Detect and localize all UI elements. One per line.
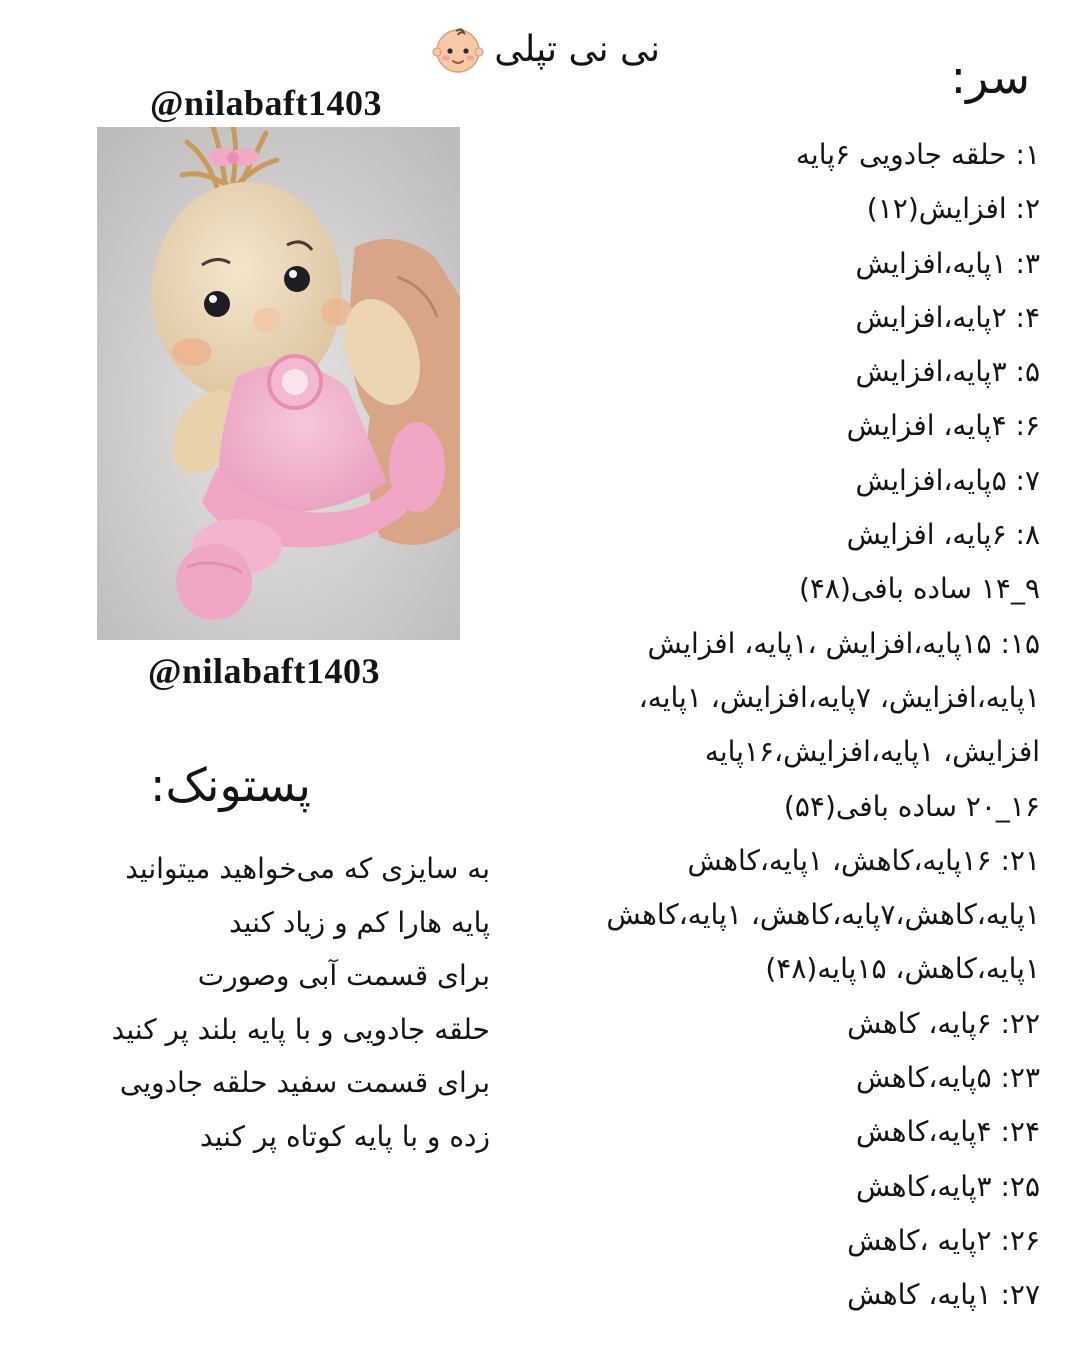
step-line: ۲۳: ۵پایه،کاهش — [856, 1061, 1040, 1095]
step-line: ۱: حلقه جادویی ۶پایه — [795, 138, 1040, 171]
step-line: ۱۵: ۱۵پایه،افزایش ،۱پایه، افزایش — [647, 626, 1040, 660]
baby-face-icon — [432, 23, 484, 75]
step-line: ۹_۱۴ ساده بافی(۴۸) — [798, 572, 1040, 606]
step-line: ۸: ۶پایه، افزایش — [846, 518, 1040, 552]
step-line: ۲: افزایش(۱۲) — [866, 192, 1040, 226]
head-section-heading: سر: — [950, 50, 1030, 104]
note-line: حلقه جادویی و با پایه بلند پر کنید — [111, 1012, 490, 1046]
pacifier-section-heading: پستونک: — [150, 758, 311, 812]
note-line: پایه هارا کم و زیاد کنید — [229, 905, 490, 939]
step-line: ۲۴: ۴پایه،کاهش — [856, 1115, 1040, 1149]
page-title-text: نی نی تپلی — [494, 28, 660, 70]
step-line: ۲۱: ۱۶پایه،کاهش، ۱پایه،کاهش — [687, 843, 1040, 877]
page-title — [430, 18, 660, 80]
watermark-handle-top: @nilabaft1403 — [150, 83, 383, 123]
step-line: ۲۵: ۳پایه،کاهش — [856, 1169, 1040, 1203]
note-line: زده و با پایه کوتاه پر کنید — [200, 1119, 490, 1153]
step-line: ۱پایه،افزایش، ۷پایه،افزایش، ۱پایه، — [638, 680, 1040, 714]
step-line: ۱پایه،کاهش،۷پایه،کاهش، ۱پایه،کاهش — [606, 898, 1040, 932]
step-line: افزایش، ۱پایه،افزایش،۱۶پایه — [704, 735, 1040, 769]
watermark-handle-bottom: @nilabaft1403 — [148, 651, 381, 691]
doll-photo — [97, 127, 460, 640]
pacifier-notes-list — [80, 842, 490, 1163]
step-line: ۲۷: ۱پایه، کاهش — [847, 1278, 1040, 1312]
step-line: ۳: ۱پایه،افزایش — [855, 246, 1040, 280]
note-line: برای قسمت آبی وصورت — [197, 959, 490, 992]
step-line: ۶: ۴پایه، افزایش — [846, 409, 1040, 443]
step-line: ۲۶: ۲پایه ،کاهش — [847, 1223, 1040, 1257]
note-line: برای قسمت سفید حلقه جادویی — [119, 1066, 490, 1099]
doll-photo-illustration — [97, 127, 460, 640]
step-line: ۱۶_۲۰ ساده بافی(۵۴) — [783, 789, 1040, 823]
note-line: به سایزی که می‌خواهید میتوانید — [125, 852, 490, 885]
step-line: ۵: ۳پایه،افزایش — [855, 355, 1040, 389]
step-line: ۴: ۲پایه،افزایش — [855, 300, 1040, 334]
head-steps-list — [570, 128, 1040, 1323]
step-line: ۷: ۵پایه،افزایش — [855, 463, 1040, 497]
step-line: ۲۲: ۶پایه، کاهش — [847, 1006, 1040, 1040]
step-line: ۱پایه،کاهش، ۱۵پایه(۴۸) — [765, 952, 1040, 986]
